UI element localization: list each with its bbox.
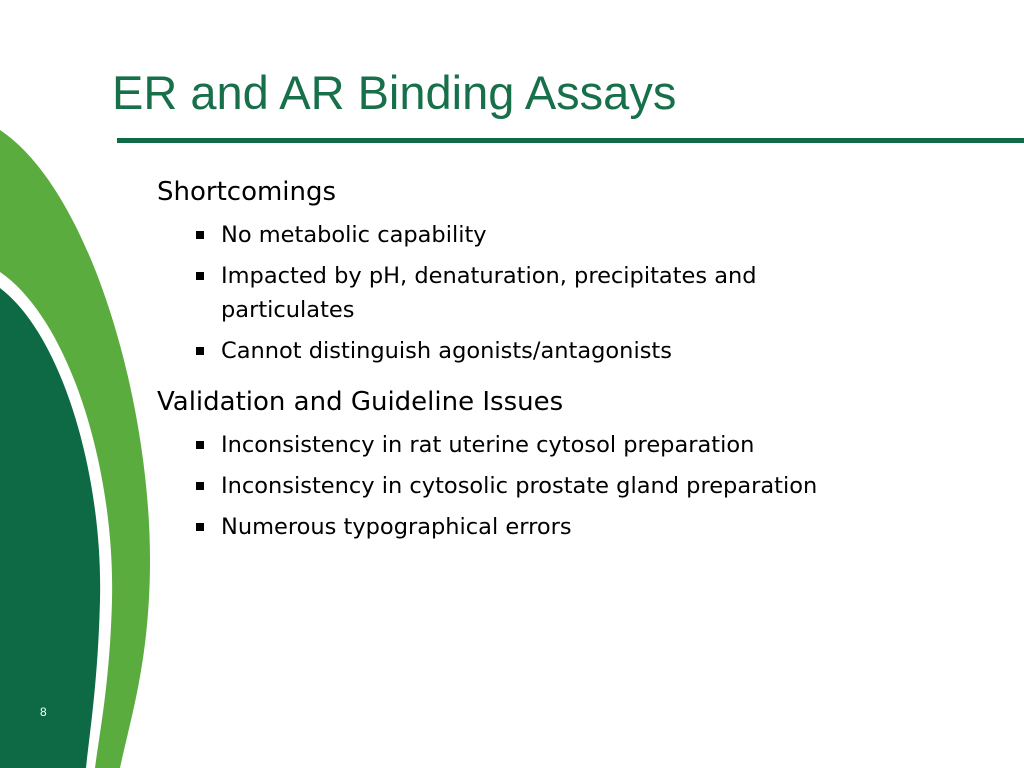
bullet-item <box>221 510 861 544</box>
square-bullet-icon <box>196 523 204 531</box>
bullet-item <box>221 334 861 368</box>
square-bullet-icon <box>196 231 204 239</box>
page-number: 8 <box>40 705 47 719</box>
bullet-text: Impacted by pH, denaturation, precipitates and particulates <box>221 263 757 323</box>
bullet-item <box>221 218 861 252</box>
bullet-text: Cannot distinguish agonists/antagonists <box>221 338 672 364</box>
bullet-item <box>221 469 861 503</box>
section-heading: Validation and Guideline Issues <box>157 387 564 417</box>
square-bullet-icon <box>196 441 204 449</box>
section-heading: Shortcomings <box>157 177 337 207</box>
section-validation-guideline-issues <box>157 382 957 544</box>
slide-title: ER and AR Binding Assays <box>112 66 677 119</box>
square-bullet-icon <box>196 272 204 280</box>
square-bullet-icon <box>196 482 204 490</box>
bullet-text: Inconsistency in rat uterine cytosol preparation <box>221 432 755 458</box>
bullet-text: No metabolic capability <box>221 222 487 248</box>
slide-content <box>157 172 957 551</box>
bullet-item <box>221 428 861 462</box>
title-underline <box>117 138 1024 143</box>
bullet-text: Inconsistency in cytosolic prostate gland preparation <box>221 473 818 499</box>
bullet-item <box>221 259 861 327</box>
bullet-list <box>157 428 957 544</box>
bullet-text: Numerous typographical errors <box>221 514 572 540</box>
square-bullet-icon <box>196 347 204 355</box>
section-shortcomings <box>157 172 957 368</box>
bullet-list <box>157 218 957 368</box>
